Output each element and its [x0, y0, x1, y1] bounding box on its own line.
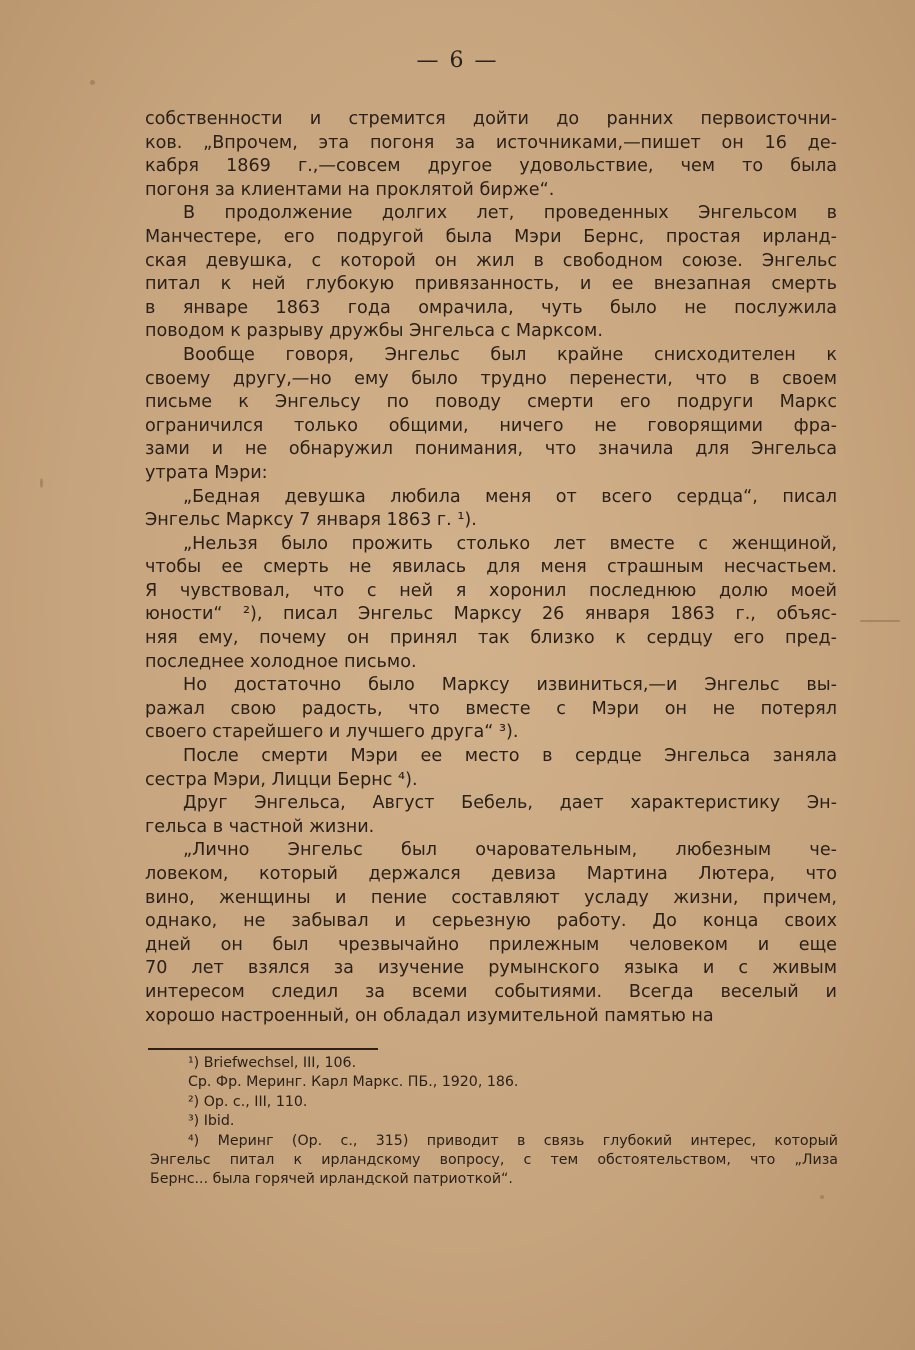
footnote: ⁴) Меринг (Op. c., 315) приводит в связь глубокий интерес, который [188, 1132, 838, 1149]
footnote: ¹) Briefwechsel, III, 106. [188, 1055, 357, 1071]
text-line: последнее холодное письмо. [145, 651, 417, 672]
footnotes [150, 1054, 838, 1190]
text-line: интересом следил за всеми событиями. Всегда веселый и [145, 981, 837, 1002]
text-line: собственности и стремится дойти до ранних первоисточни- [145, 109, 837, 129]
text-line: письме к Энгельсу по поводу смерти его подруги Маркс [145, 392, 837, 413]
text-line: питал к ней глубокую привязанность, и ее внезапная смерть [145, 274, 837, 295]
paper-speck [860, 620, 900, 622]
text-line: Я чувствовал, что с ней я хоронил последнюю долю моей [145, 580, 837, 601]
paragraph [145, 792, 837, 839]
text-line: ская девушка, с которой он жил в свободном союзе. Энгельс [145, 250, 837, 271]
text-line: „Лично Энгельс был очаровательным, любезным че- [183, 840, 837, 861]
text-line: После смерти Мэри ее место в сердце Энгельса заняла [183, 746, 837, 767]
paper-speck [40, 478, 43, 488]
text-line: „Нельзя было прожить столько лет вместе с женщиной, [183, 533, 837, 554]
text-line: однако, не забывал и серьезную работу. До конца своих [145, 911, 837, 932]
text-line: гельса в частной жизни. [145, 816, 375, 837]
text-line: ограничился только общими, ничего не говорящими фра- [145, 415, 837, 436]
text-line: юности“ ²), писал Энгельс Марксу 26 января 1863 г., объяс- [145, 604, 837, 625]
text-line: погоня за клиентами на проклятой бирже“. [145, 179, 555, 200]
paragraph [145, 202, 837, 344]
paragraph [145, 344, 837, 486]
text-line: 70 лет взялся за изучение румынского языка и с живым [145, 958, 837, 979]
text-line: кабря 1869 г.,—совсем другое удовольствие, чем то была [145, 156, 837, 177]
text-line: поводом к разрыву дружбы Энгельса с Марксом. [145, 321, 603, 342]
text-line: Энгельс Марксу 7 января 1863 г. ¹). [145, 510, 477, 531]
paper-speck [820, 1195, 824, 1199]
text-line: В продолжение долгих лет, проведенных Энгельсом в [183, 203, 837, 224]
page-number: — 6 — [416, 48, 499, 73]
paragraph [145, 486, 837, 533]
text-line: ловеком, который держался девиза Мартина Лютера, что [145, 864, 837, 884]
text-line: хорошо настроенный, он обладал изумительной памятью на [145, 1005, 714, 1026]
text-line: Но достаточно было Марксу извиниться,—и Энгельс вы- [183, 675, 837, 696]
text-line: ков. „Впрочем, эта погоня за источниками,—пишет он 16 де- [145, 132, 837, 153]
paragraph [145, 533, 837, 675]
text-line: дней он был чрезвычайно прилежным человеком и еще [145, 934, 837, 955]
text-line: Манчестере, его подругой была Мэри Бернс, простая ирланд- [145, 226, 837, 247]
footnote: Ср. Фр. Меринг. Карл Маркс. ПБ., 1920, 186. [188, 1074, 519, 1091]
text-line: утрата Мэри: [145, 462, 268, 483]
main-text [145, 108, 837, 1028]
text-line: Вообще говоря, Энгельс был крайне снисходителен к [183, 344, 837, 365]
paper-speck [90, 80, 95, 85]
text-line: своему другу,—но ему было трудно перенести, что в своем [145, 368, 837, 389]
text-line: зами и не обнаружил понимания, что значила для Энгельса [145, 439, 837, 460]
text-line: ражал свою радость, что вместе с Мэри он не потерял [145, 698, 837, 719]
text-line: Друг Энгельса, Август Бебель, дает характеристику Эн- [183, 793, 837, 814]
paragraph [145, 745, 837, 792]
text-line: „Бедная девушка любила меня от всего сердца“, писал [183, 486, 837, 507]
paragraph [145, 108, 837, 202]
text-line: вино, женщины и пение составляют усладу жизни, причем, [145, 887, 837, 908]
footnote: Бернс... была горячей ирландской патриоткой“. [150, 1171, 513, 1188]
text-line: чтобы ее смерть не явилась для меня страшным несчастьем. [145, 557, 837, 578]
text-line: в январе 1863 года омрачила, чуть было не послужила [145, 297, 837, 318]
text-line: сестра Мэри, Лицци Бернс ⁴). [145, 769, 418, 790]
footnote: ²) Op. c., III, 110. [188, 1093, 308, 1110]
paragraph [145, 839, 837, 1028]
text-line: няя ему, почему он принял так близко к сердцу его пред- [145, 628, 837, 649]
paragraph [145, 674, 837, 745]
footnote-rule [148, 1048, 378, 1050]
text-line: своего старейшего и лучшего друга“ ³). [145, 722, 519, 743]
footnote: ³) Ibid. [188, 1113, 235, 1130]
footnote: Энгельс питал к ирландскому вопросу, с тем обстоятельством, что „Лиза [150, 1152, 838, 1169]
